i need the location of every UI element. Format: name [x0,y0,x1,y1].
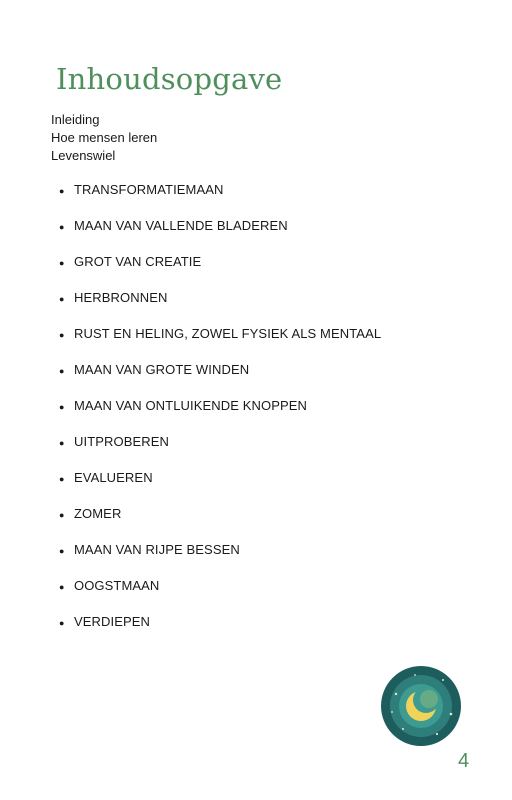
toc-item [59,469,381,505]
toc-item [59,433,381,469]
toc-item [59,361,381,397]
toc-item-label: ZOMER [74,506,122,521]
toc-item-label: MAAN VAN ONTLUIKENDE KNOPPEN [74,398,307,413]
toc-item [59,289,381,325]
toc-item [59,541,381,577]
bullet-dot-icon: ● [59,546,65,556]
toc-item [59,577,381,613]
bullet-dot-icon: ● [59,258,65,268]
toc-item-label: MAAN VAN GROTE WINDEN [74,362,250,377]
toc-item-label: OOGSTMAAN [74,578,160,593]
toc-item [59,613,381,649]
toc-item-label: GROT VAN CREATIE [74,254,202,269]
page-title: Inhoudsopgave [56,62,283,96]
bullet-dot-icon: ● [59,222,65,232]
bullet-dot-icon: ● [59,366,65,376]
toc-item [59,253,381,289]
toc-item-label: HERBRONNEN [74,290,168,305]
toc-item-label: MAAN VAN RIJPE BESSEN [74,542,240,557]
toc-item [59,181,381,217]
toc-item-label: EVALUEREN [74,470,153,485]
bullet-dot-icon: ● [59,582,65,592]
bullet-dot-icon: ● [59,330,65,340]
bullet-dot-icon: ● [59,438,65,448]
intro-list [51,111,157,165]
toc-item-label: VERDIEPEN [74,614,151,629]
intro-item-hoe-mensen-leren: Hoe mensen leren [51,130,158,145]
bullet-dot-icon: ● [59,186,65,196]
intro-item-levenswiel: Levenswiel [51,148,116,163]
bullet-dot-icon: ● [59,402,65,412]
page-number: 4 [458,750,470,772]
toc-item [59,397,381,433]
bullet-dot-icon: ● [59,294,65,304]
toc-item [59,505,381,541]
toc-item-label: UITPROBEREN [74,434,170,449]
toc-item-label: TRANSFORMATIEMAAN [74,182,224,197]
toc-item-label: MAAN VAN VALLENDE BLADEREN [74,218,288,233]
bullet-dot-icon: ● [59,618,65,628]
toc-item [59,217,381,253]
intro-item-inleiding: Inleiding [51,112,100,127]
crescent-moon-icon [381,666,461,746]
toc-item [59,325,381,361]
bullet-dot-icon: ● [59,510,65,520]
bullet-dot-icon: ● [59,474,65,484]
table-of-contents [59,181,381,649]
toc-item-label: RUST EN HELING, ZOWEL FYSIEK ALS MENTAAL [74,326,382,341]
